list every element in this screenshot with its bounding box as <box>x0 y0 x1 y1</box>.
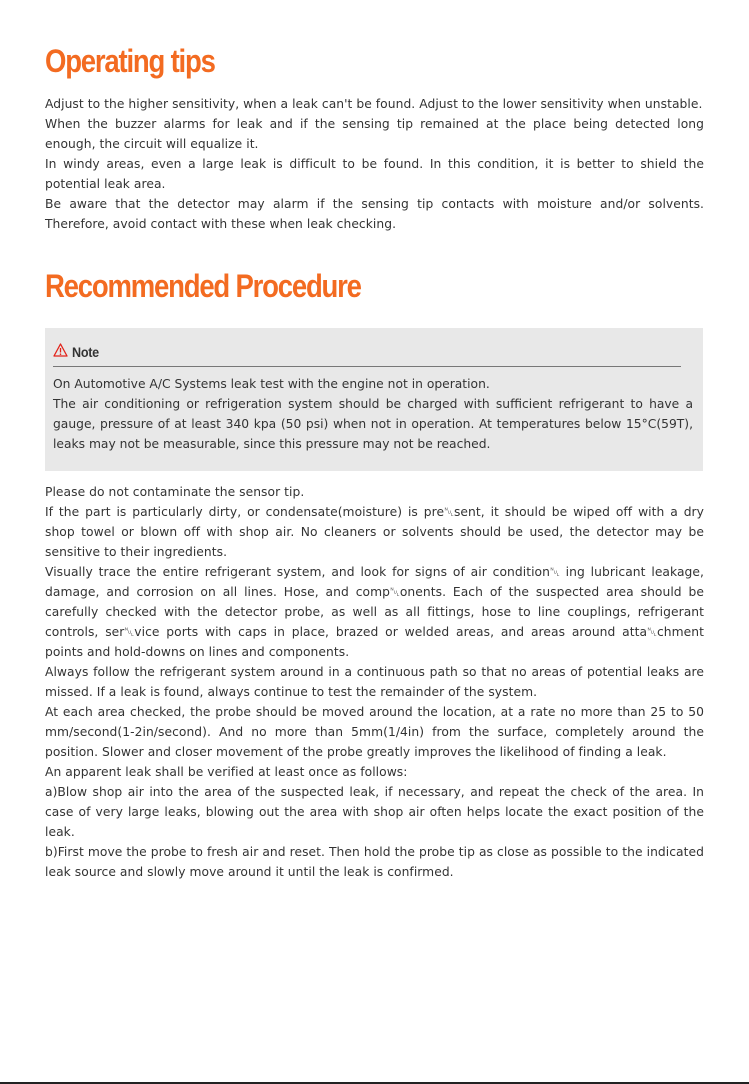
paragraph: On Automotive A/C Systems leak test with the engine not in operation. <box>53 377 490 391</box>
paragraph: Adjust to the higher sensitivity, when a leak can't be found. Adjust to the lower sensitivity when unstable. <box>45 97 703 111</box>
paragraph: In windy areas, even a large leak is difficult to be found. In this condition, it is better to shield the potential leak area. <box>45 157 704 191</box>
paragraph: Please do not contaminate the sensor tip. <box>45 485 305 499</box>
operating-tips-text <box>45 94 704 234</box>
procedure-text <box>45 482 704 882</box>
section-title-operating-tips: Operating tips <box>45 43 215 79</box>
note-box <box>45 328 703 471</box>
paragraph: Always follow the refrigerant system around in a continuous path so that no areas of potential leaks are missed. If a leak is found, always continue to test the remainder of the system. <box>45 665 704 699</box>
paragraph: If the part is particularly dirty, or condensate(moisture) is pre␀sent, it should be wiped off with a dry shop towel or blown off with shop air. No cleaners or solvents should be used, the detector may be sensitive to their ingredients. <box>45 505 704 559</box>
paragraph: The air conditioning or refrigeration system should be charged with sufficient refrigerant to have a gauge, pressure of at least 340 kpa (50 psi) when not in operation. At temperatures below 15°C(59T), leaks may not be measurable, since this pressure may not be reached. <box>53 397 693 451</box>
paragraph: Be aware that the detector may alarm if the sensing tip contacts with moisture and/or solvents. Therefore, avoid contact with these when leak checking. <box>45 197 704 231</box>
section-title-recommended-procedure: Recommended Procedure <box>45 268 361 304</box>
note-header <box>53 342 102 361</box>
note-divider <box>53 366 681 367</box>
paragraph: b)First move the probe to fresh air and reset. Then hold the probe tip as close as possible to the indicated leak source and slowly move around it until the leak is confirmed. <box>45 845 704 879</box>
paragraph: At each area checked, the probe should be moved around the location, at a rate no more than 25 to 50 mm/second(1-2in/second). And no more than 5mm(1/4in) from the surface, completely around the position. Slower and closer movement of the probe greatly improves the likelihood of finding a leak. <box>45 705 704 759</box>
paragraph: An apparent leak shall be verified at least once as follows: <box>45 765 408 779</box>
note-text <box>53 374 693 454</box>
warning-triangle-icon <box>53 342 68 361</box>
note-title: Note <box>72 343 99 360</box>
paragraph: Visually trace the entire refrigerant system, and look for signs of air condition␀ ing lubricant leakage, damage, and corrosion on all lines. Hose, and comp␀onents. Each of the suspected area should be carefully checked with the detector probe, as well as all fittings, hose to line couplings, refrigerant controls, ser␀vice ports with caps in place, brazed or welded areas, and areas around atta␀chment points and hold-downs on lines and components. <box>45 565 704 659</box>
paragraph: When the buzzer alarms for leak and if the sensing tip remained at the place being detected long enough, the circuit will equalize it. <box>45 117 704 151</box>
paragraph: a)Blow shop air into the area of the suspected leak, if necessary, and repeat the check of the area. In case of very large leaks, blowing out the area with shop air often helps locate the exact position of the leak. <box>45 785 704 839</box>
